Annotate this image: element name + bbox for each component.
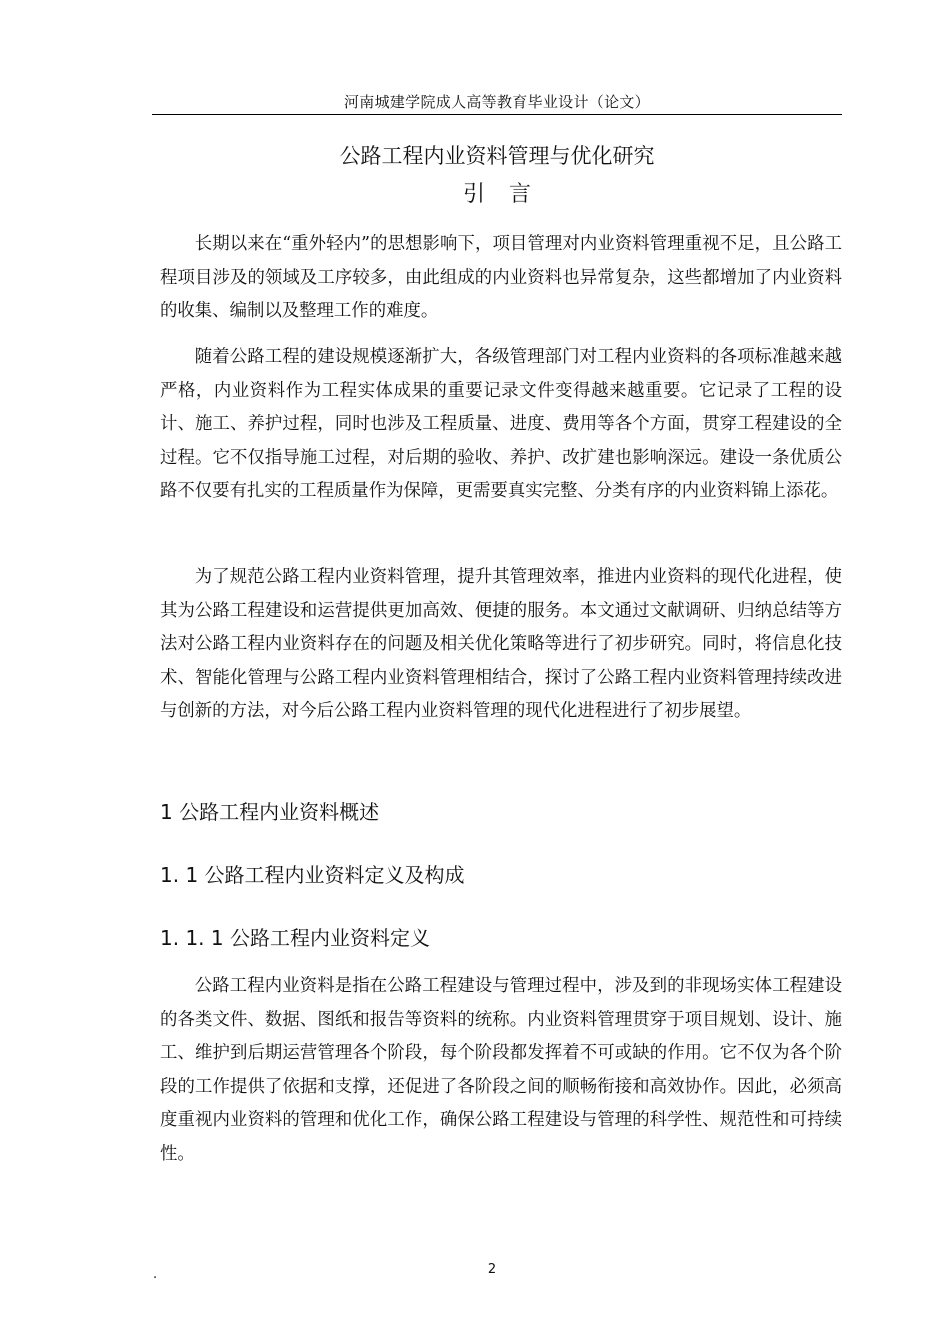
intro-paragraph: 为了规范公路工程内业资料管理，提升其管理效率，推进内业资料的现代化进程，使其为公路工程建设和运营提供更加高效、便捷的服务。本文通过文献调研、归纳总结等方法对公路工程内业资料存在的问题及相关优化策略等进行了初步研究。同时，将信息化技术、智能化管理与公路工程内业资料管理相结合，探讨了公路工程内业资料管理持续改进与创新的方法，对今后公路工程内业资料管理的现代化进程进行了初步展望。 [160, 567, 842, 722]
definition-paragraph: 公路工程内业资料是指在公路工程建设与管理过程中，涉及到的非现场实体工程建设的各类文件、数据、图纸和报告等资料的统称。内业资料管理贯穿于项目规划、设计、施工、维护到后期运营管理各个阶段，每个阶段都发挥着不可或缺的作用。它不仅为各个阶段的工作提供了依据和支撑，还促进了各阶段之间的顺畅衔接和高效协作。因此，必须高度重视内业资料的管理和优化工作，确保公路工程建设与管理的科学性、规范性和可持续性。 [160, 976, 842, 1164]
footer-dot: . [153, 1267, 158, 1282]
running-header: 河南城建学院成人高等教育毕业设计（论文） [343, 93, 650, 111]
intro-paragraph: 随着公路工程的建设规模逐渐扩大，各级管理部门对工程内业资料的各项标准越来越严格，内业资料作为工程实体成果的重要记录文件变得越来越重要。它记录了工程的设计、施工、养护过程，同时也涉及工程质量、进度、费用等各个方面，贯穿工程建设的全过程。它不仅指导施工过程，对后期的验收、养护、改扩建也影响深远。建设一条优质公路不仅要有扎实的工程质量作为保障，更需要真实完整、分类有序的内业资料锦上添花。 [160, 347, 842, 502]
header-rule [152, 114, 842, 115]
section-heading-1: 1 公路工程内业资料概述 [160, 800, 380, 824]
intro-heading: 引言 [462, 182, 555, 207]
document-title: 公路工程内业资料管理与优化研究 [339, 144, 655, 168]
section-heading-1-1: 1. 1 公路工程内业资料定义及构成 [160, 863, 465, 887]
section-heading-1-1-1: 1. 1. 1 公路工程内业资料定义 [160, 926, 430, 950]
page-number: 2 [487, 1262, 497, 1277]
intro-paragraph: 长期以来在“重外轻内”的思想影响下，项目管理对内业资料管理重视不足，且公路工程项目涉及的领域及工序较多，由此组成的内业资料也异常复杂，这些都增加了内业资料的收集、编制以及整理工作的难度。 [160, 234, 842, 322]
